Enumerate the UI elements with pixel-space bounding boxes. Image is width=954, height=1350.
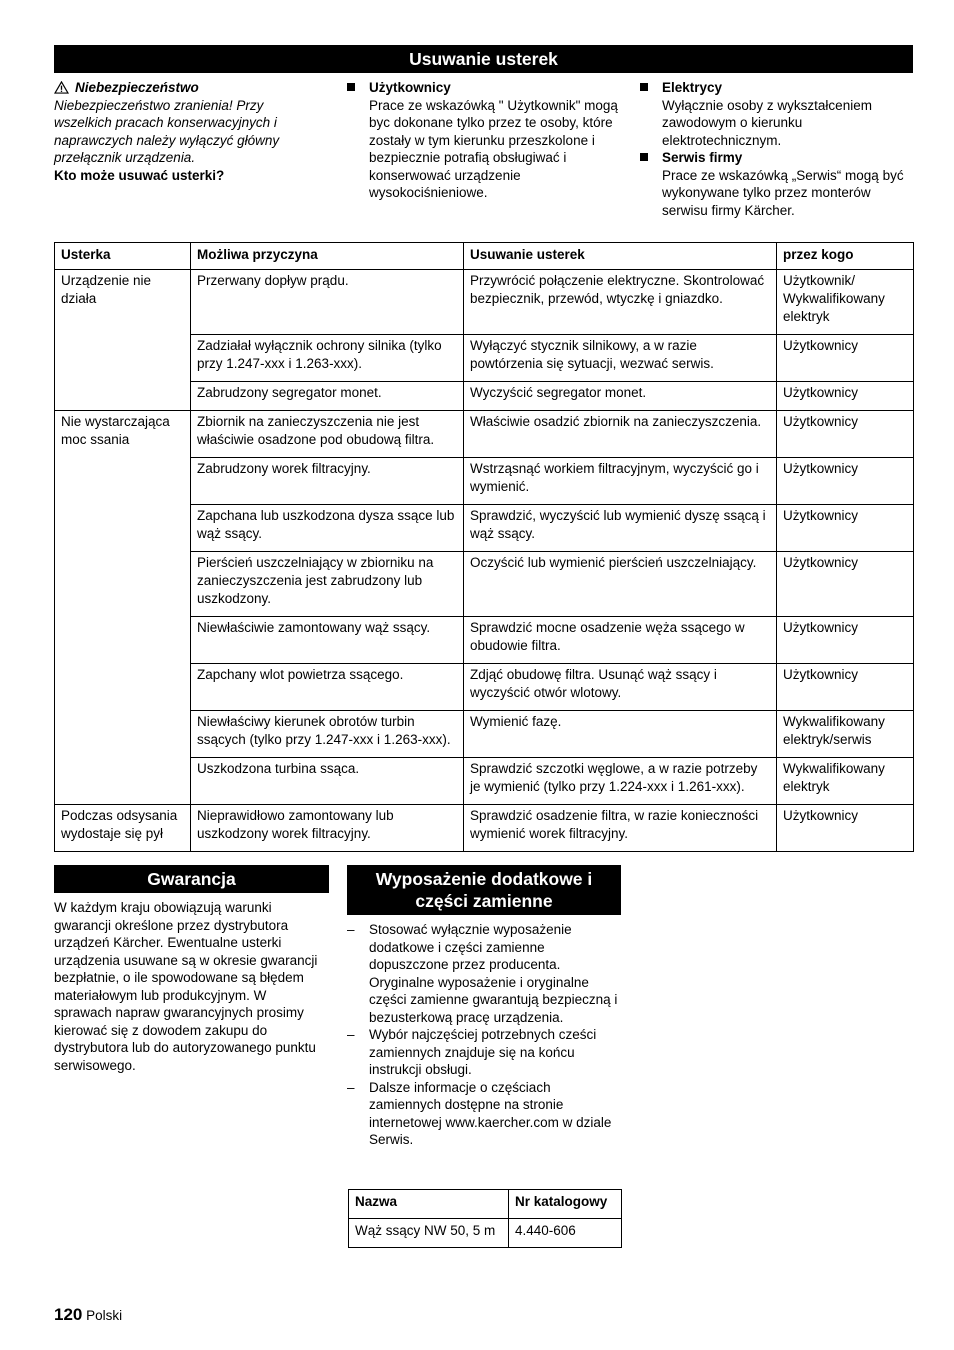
by-cell: Użytkownicy bbox=[777, 664, 914, 711]
service-item bbox=[640, 149, 915, 219]
users-info bbox=[347, 79, 619, 202]
dash-bullet: – bbox=[347, 1027, 355, 1042]
who-title: Kto może usuwać usterki? bbox=[54, 167, 225, 183]
table-row bbox=[55, 270, 914, 335]
table-row bbox=[55, 805, 914, 852]
list-item bbox=[347, 1079, 621, 1149]
electricians-title: Elektrycy bbox=[662, 80, 723, 95]
section-title-accessories bbox=[347, 865, 621, 915]
section-title-warranty: Gwarancja bbox=[54, 865, 329, 893]
remedy-cell: Zdjąć obudowę filtra. Usunąć wąż ssący i wyczyścić otwór wlotowy. bbox=[464, 664, 777, 711]
by-cell: Użytkownicy bbox=[777, 552, 914, 617]
users-text: Prace ze wskazówką " Użytkownik" mogą byc dokonane tylko przez te osoby, które zostały w tym kierunku przeszkolone i bezpiecznie potrafią obsługiwać i konserwować urządzenie wysokociśnieniowe. bbox=[369, 97, 618, 200]
cause-cell: Niewłaściwy kierunek obrotów turbin ssących (tylko przy 1.247-xxx i 1.263-xxx). bbox=[191, 711, 464, 758]
list-item-text: Dalsze informacje o częściach zamiennych dostępne na stronie internetowej www.kaercher.com w dziale Serwis. bbox=[369, 1079, 612, 1147]
cause-cell: Przerwany dopływ prądu. bbox=[191, 270, 464, 335]
troubleshooting-table bbox=[54, 242, 914, 852]
header-fault: Usterka bbox=[55, 243, 191, 270]
table-row bbox=[55, 411, 914, 458]
cause-cell: Zapchana lub uszkodzona dysza ssące lub wąż ssący. bbox=[191, 505, 464, 552]
remedy-cell: Właściwie osadzić zbiornik na zanieczyszczenia. bbox=[464, 411, 777, 458]
users-item bbox=[347, 79, 619, 202]
service-title: Serwis firmy bbox=[662, 150, 743, 165]
table-header-row bbox=[349, 1190, 622, 1219]
header-name: Nazwa bbox=[349, 1190, 509, 1219]
header-by: przez kogo bbox=[777, 243, 914, 270]
dash-bullet: – bbox=[347, 922, 355, 937]
fault-cell: Nie wystarczająca moc ssania bbox=[55, 411, 191, 805]
dash-bullet: – bbox=[347, 1079, 355, 1095]
by-cell: Użytkownicy bbox=[777, 382, 914, 411]
cause-cell: Pierścień uszczelniający w zbiorniku na zanieczyszczenia jest zabrudzony lub uszkodzony. bbox=[191, 552, 464, 617]
list-item bbox=[347, 1026, 621, 1079]
square-bullet-icon bbox=[347, 83, 355, 91]
remedy-cell: Wymienić fazę. bbox=[464, 711, 777, 758]
electricians-item bbox=[640, 79, 915, 149]
cause-cell: Nieprawidłowo zamontowany lub uszkodzony worek filtracyjny. bbox=[191, 805, 464, 852]
by-cell: Wykwalifikowany elektryk bbox=[777, 758, 914, 805]
table-row bbox=[349, 1219, 622, 1248]
square-bullet-icon bbox=[640, 153, 648, 161]
service-text: Prace ze wskazówką „Serwis“ mogą być wykonywane tylko przez monterów serwisu firmy Kärcher. bbox=[662, 167, 904, 218]
part-number-cell: 4.440-606 bbox=[509, 1219, 622, 1248]
remedy-cell: Wyłączyć stycznik silnikowy, a w razie powtórzenia się sytuacji, wezwać serwis. bbox=[464, 335, 777, 382]
danger-notice bbox=[54, 79, 324, 184]
footer-language: Polski bbox=[86, 1308, 123, 1323]
square-bullet-icon bbox=[640, 83, 648, 91]
warranty-text: W każdym kraju obowiązują warunki gwarancji określone przez dystrybutora urządzeń Kärcher. Ewentualne usterki urządzenia usuwane są w okresie gwarancji bezpłatnie, o ile spowodowane są błędem materiałowym lub produkcyjnym. W sprawach napraw gwarancyjnych prosimy kierować się z dowodem zakupu do dystrybutora lub do autoryzowanego punktu serwisowego. bbox=[54, 900, 318, 1073]
header-remedy: Usuwanie usterek bbox=[464, 243, 777, 270]
qualified-info bbox=[640, 79, 915, 219]
by-cell: Użytkownicy bbox=[777, 617, 914, 664]
warning-triangle-icon bbox=[54, 81, 69, 94]
accessories-title-line1: Wyposażenie dodatkowe i bbox=[375, 869, 593, 889]
remedy-cell: Wyczyścić segregator monet. bbox=[464, 382, 777, 411]
by-cell: Użytkownik/ Wykwalifikowany elektryk bbox=[777, 270, 914, 335]
cause-cell: Uszkodzona turbina ssąca. bbox=[191, 758, 464, 805]
remedy-cell: Sprawdzić osadzenie filtra, w razie konieczności wymienić worek filtracyjny. bbox=[464, 805, 777, 852]
cause-cell: Zabrudzony worek filtracyjny. bbox=[191, 458, 464, 505]
by-cell: Użytkownicy bbox=[777, 458, 914, 505]
cause-cell: Zapchany wlot powietrza ssącego. bbox=[191, 664, 464, 711]
users-title: Użytkownicy bbox=[369, 80, 451, 95]
by-cell: Użytkownicy bbox=[777, 505, 914, 552]
by-cell: Użytkownicy bbox=[777, 335, 914, 382]
electricians-text: Wyłącznie osoby z wykształceniem zawodowym o kierunku elektrotechnicznym. bbox=[662, 97, 872, 148]
remedy-cell: Przywrócić połączenie elektryczne. Skontrolować bezpiecznik, przewód, wtyczkę i gniazdko. bbox=[464, 270, 777, 335]
by-cell: Wykwalifikowany elektryk/serwis bbox=[777, 711, 914, 758]
list-item-text: Wybór najczęściej potrzebnych cześci zamiennych znajduje się na końcu instrukcji obsługi. bbox=[369, 1027, 597, 1077]
fault-cell: Podczas odsysania wydostaje się pył bbox=[55, 805, 191, 852]
part-name-cell: Wąż ssący NW 50, 5 m bbox=[349, 1219, 509, 1248]
danger-heading bbox=[54, 79, 324, 97]
remedy-cell: Oczyścić lub wymienić pierścień uszczelniający. bbox=[464, 552, 777, 617]
accessories-list bbox=[347, 921, 621, 1149]
cause-cell: Niewłaściwie zamontowany wąż ssący. bbox=[191, 617, 464, 664]
remedy-cell: Sprawdzić mocne osadzenie węża ssącego w obudowie filtra. bbox=[464, 617, 777, 664]
accessories-title-line2: części zamienne bbox=[415, 891, 553, 911]
fault-cell: Urządzenie nie działa bbox=[55, 270, 191, 411]
cause-cell: Zabrudzony segregator monet. bbox=[191, 382, 464, 411]
remedy-cell: Wstrząsnąć workiem filtracyjnym, wyczyścić go i wymienić. bbox=[464, 458, 777, 505]
page-footer bbox=[54, 1306, 122, 1325]
section-title-troubleshooting: Usuwanie usterek bbox=[54, 45, 913, 73]
remedy-cell: Sprawdzić, wyczyścić lub wymienić dyszę ssącą i wąż ssący. bbox=[464, 505, 777, 552]
remedy-cell: Sprawdzić szczotki węglowe, a w razie potrzeby je wymienić (tylko przy 1.224-xxx i 1.261-xxx). bbox=[464, 758, 777, 805]
danger-title: Niebezpieczeństwo bbox=[75, 80, 199, 95]
table-header-row bbox=[55, 243, 914, 270]
page-number: 120 bbox=[54, 1305, 83, 1324]
list-item-text: Stosować wyłącznie wyposażenie dodatkowe i części zamienne dopuszczone przez producenta. Oryginalne wyposażenie i oryginalne części zamienne gwarantują bezpieczną i bezusterkową pracę urządzenia. bbox=[369, 922, 618, 1025]
by-cell: Użytkownicy bbox=[777, 805, 914, 852]
danger-text: Niebezpieczeństwo zranienia! Przy wszelkich pracach konserwacyjnych i naprawczych należy wyłączyć główny przełącznik urządzenia. bbox=[54, 97, 280, 165]
cause-cell: Zbiornik na zanieczyszczenia nie jest właściwie osadzone pod obudową filtra. bbox=[191, 411, 464, 458]
list-item bbox=[347, 921, 621, 1026]
by-cell: Użytkownicy bbox=[777, 411, 914, 458]
header-cause: Możliwa przyczyna bbox=[191, 243, 464, 270]
cause-cell: Zadziałał wyłącznik ochrony silnika (tylko przy 1.247-xxx i 1.263-xxx). bbox=[191, 335, 464, 382]
parts-table bbox=[348, 1189, 622, 1248]
header-catalog-number: Nr katalogowy bbox=[509, 1190, 622, 1219]
